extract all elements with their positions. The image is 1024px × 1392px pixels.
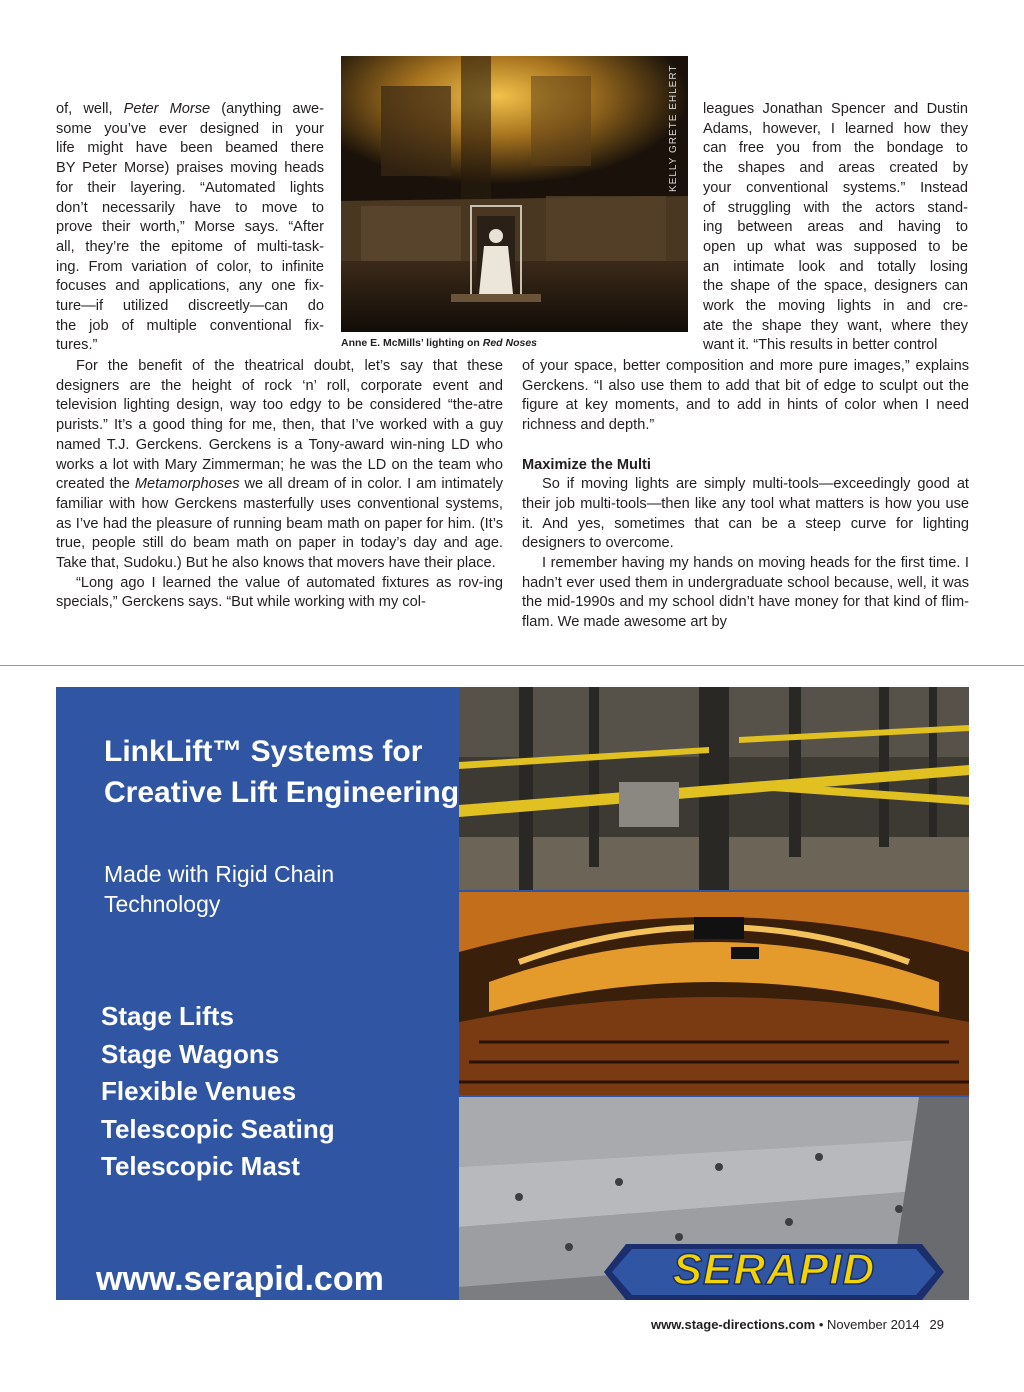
footer-url[interactable]: www.stage-directions.com bbox=[651, 1317, 816, 1332]
serapid-logo bbox=[604, 1240, 944, 1300]
article-line-text: (anything awe- bbox=[210, 101, 325, 117]
article-line bbox=[56, 139, 324, 159]
article-line: can free you from the bondage to bbox=[703, 140, 968, 157]
ad-product-item: Stage Wagons bbox=[101, 1038, 280, 1069]
stage-photo bbox=[341, 56, 688, 332]
ad-product-item: Telescopic Seating bbox=[101, 1113, 335, 1144]
ad-product-item: Stage Lifts bbox=[101, 1001, 234, 1031]
photo-caption-title: Red Noses bbox=[482, 337, 538, 349]
article-line: ate the shape they want, where they bbox=[703, 317, 968, 334]
article-paragraph: So if moving lights are simply multi-tools—exceedingly good at their job multi-tools—then like any tool what matters is how you use it. And yes, sometimes that can be a steep curve for lighting designers to overcome. bbox=[522, 476, 969, 552]
article-line: leagues Jonathan Spencer and Dustin bbox=[703, 101, 968, 117]
page-footer bbox=[651, 1317, 944, 1332]
ad-photo-concert-hall bbox=[459, 892, 969, 1095]
article-column-left-top bbox=[56, 100, 324, 356]
ad-product-list bbox=[101, 998, 335, 1186]
serapid-advertisement bbox=[56, 687, 969, 1300]
article-line bbox=[56, 100, 324, 120]
article-paragraph: “Long ago I learned the value of automated fixtures as rov-ing specials,” Gerckens says. “But while working with my col- bbox=[56, 574, 503, 611]
article-line bbox=[56, 120, 324, 140]
article-line: of struggling with the actors stand- bbox=[703, 199, 968, 216]
article-paragraph bbox=[56, 357, 503, 574]
article-line-text: don’t necessarily have to move to bbox=[56, 199, 324, 216]
article-line bbox=[56, 277, 324, 297]
article-line-text: ing. From variation of color, to infinite bbox=[56, 258, 324, 275]
article-line: the shape of the space, designers can bbox=[703, 278, 968, 295]
ad-photo-concert-hall-image bbox=[459, 892, 969, 1095]
ad-photo-machinery bbox=[459, 687, 969, 890]
page-divider bbox=[0, 665, 1024, 666]
article-line: an intimate look and totally losing bbox=[703, 258, 968, 275]
article-line: your conventional systems.” Instead bbox=[703, 179, 968, 196]
article-line-text: all, they’re the epitome of multi-task- bbox=[56, 238, 324, 255]
photo-caption-text: Anne E. McMills’ lighting on bbox=[341, 337, 483, 349]
article-line bbox=[56, 336, 324, 356]
article-line-text: life might have been beamed there bbox=[56, 140, 324, 157]
photo-credit: KELLY GRETE EHLERT bbox=[668, 64, 679, 192]
article-line-text: of, well, bbox=[56, 101, 124, 117]
article-line-text: ture—if utilized discreetly—can do bbox=[56, 298, 324, 315]
ad-product-item: Telescopic Mast bbox=[101, 1151, 300, 1181]
article-emphasis: Peter Morse bbox=[123, 101, 211, 117]
serapid-logo-text: SERAPID bbox=[672, 1245, 876, 1294]
article-line: work the moving lights in and cre- bbox=[703, 298, 968, 315]
article-line bbox=[56, 238, 324, 258]
article-column-left-bottom bbox=[56, 357, 503, 613]
article-line bbox=[56, 317, 324, 337]
article-line-text: some you’ve ever designed in your bbox=[56, 120, 324, 137]
article-line: ing between areas and having to bbox=[703, 219, 968, 236]
article-emphasis: Metamorphoses bbox=[134, 476, 240, 493]
article-line: Adams, however, I learned how they bbox=[703, 120, 968, 137]
article-line bbox=[56, 179, 324, 199]
article-line bbox=[56, 159, 324, 179]
article-line-text: the job of multiple conventional fix- bbox=[56, 317, 324, 334]
article-paragraph: of your space, better composition and more pure images,” explains Gerckens. “I also use them to add that bit of edge to sculpt out the figure at key moments, and to add in hints of color when I need richness and depth.” bbox=[522, 358, 969, 434]
article-text: we all dream of in color. I am intimately familiar with how Gerckens masterfully uses conventional systems, as I’ve had the pleasure of running beam math on paper for him. (It’s true, people still do beam math on paper in today’s day and age. Take that, Sudoku.) But he also knows that movers have their place. bbox=[56, 476, 503, 572]
stage-photo-image bbox=[341, 56, 688, 332]
article-line bbox=[56, 199, 324, 219]
ad-photo-machinery-image bbox=[459, 687, 969, 890]
article-line bbox=[56, 297, 324, 317]
article-text: For the benefit of the theatrical doubt, let’s say that these designers are the height of rock ‘n’ roll, corporate event and television lighting design, way too edgy to be considered “the-atre purists.” It’s a good thing for me, then, that I’ve worked with a guy named T.J. Gerckens. Gerckens is a Tony-award win-ning LD who works a lot with Mary Zimmerman; he was the LD on the team who created the bbox=[56, 358, 503, 493]
article-line-text: for their layering. “Automated lights bbox=[56, 179, 324, 196]
photo-caption bbox=[341, 337, 537, 349]
article-line-text: prove their worth,” Morse says. “After bbox=[56, 219, 324, 236]
ad-title: LinkLift™ Systems for Creative Lift Engineering bbox=[104, 735, 460, 809]
article-line-text: focuses and applications, any one fix- bbox=[56, 278, 324, 295]
article-line bbox=[56, 258, 324, 278]
article-subhead: Maximize the Multi bbox=[522, 456, 651, 473]
article-column-right-bottom bbox=[522, 357, 969, 633]
article-line-text: BY Peter Morse) praises moving heads bbox=[56, 160, 324, 177]
article-line: the shapes and areas created by bbox=[703, 160, 968, 177]
article-column-right-top bbox=[703, 100, 968, 356]
footer-issue: November 2014 bbox=[827, 1317, 920, 1332]
article-line-text: tures.” bbox=[56, 337, 98, 354]
article-line bbox=[56, 218, 324, 238]
page-number: 29 bbox=[929, 1317, 945, 1332]
article-line: want it. “This results in better control bbox=[703, 337, 938, 354]
article-paragraph: I remember having my hands on moving heads for the first time. I hadn’t ever used them in undergraduate school because, well, it was the mid-1990s and my school didn’t have money for that kind of flim-flam. We made awesome art by bbox=[522, 555, 969, 631]
article-line: open up what was supposed to be bbox=[703, 238, 968, 255]
footer-separator: • bbox=[818, 1317, 824, 1332]
ad-website[interactable]: www.serapid.com bbox=[96, 1260, 384, 1298]
ad-product-item: Flexible Venues bbox=[101, 1076, 297, 1106]
ad-subtitle: Made with Rigid Chain Technology bbox=[104, 861, 335, 917]
